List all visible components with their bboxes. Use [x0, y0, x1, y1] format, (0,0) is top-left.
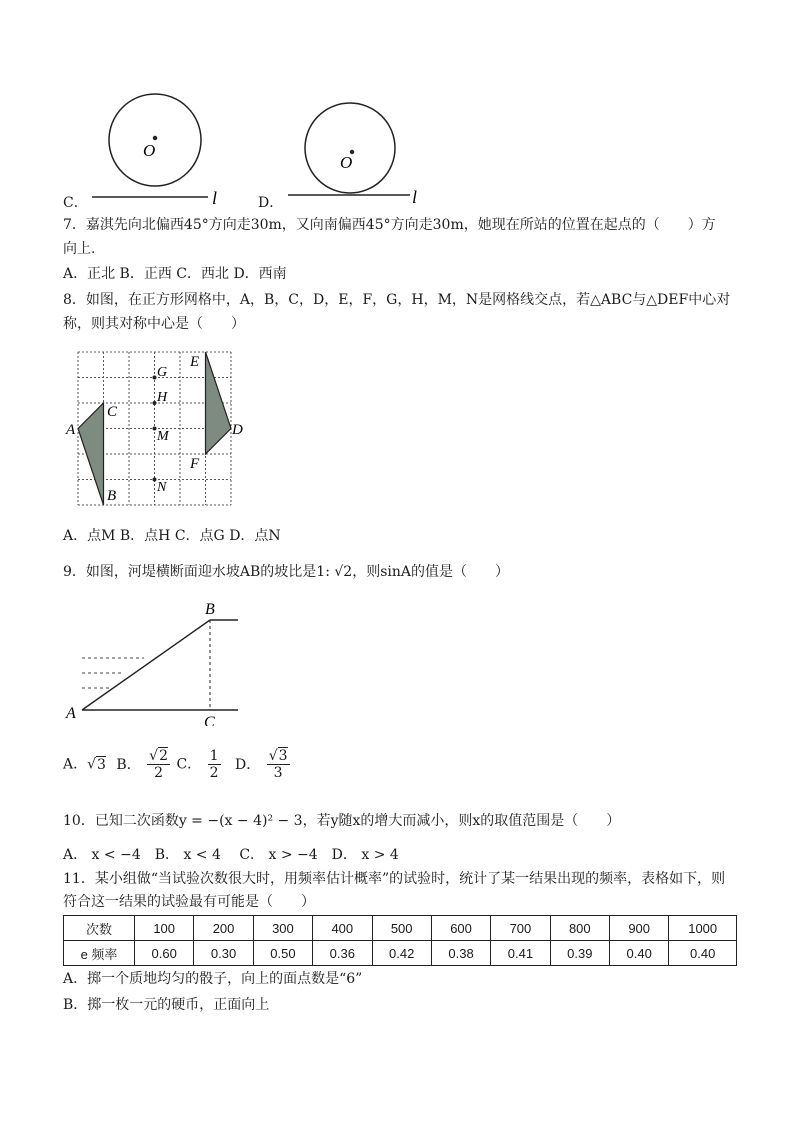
table-cell: 0.36: [313, 941, 372, 966]
table-header-counts: 次数: [64, 916, 135, 941]
q9-label-a: A: [66, 705, 76, 722]
q9-option-c-fraction: $\frac{1}{2}$: [209, 748, 219, 781]
table-row-counts: [64, 916, 737, 941]
q11-frequency-table: [63, 915, 737, 966]
q9-option-b-label: B．: [116, 756, 141, 773]
q6-figures: [0, 0, 794, 210]
q8-label-h: H: [157, 390, 168, 405]
q8-options: A．点M B．点H C．点G D．点N: [63, 528, 281, 544]
q9-option-c-label: C．: [176, 756, 202, 773]
q6-d-circle: [305, 103, 395, 193]
table-cell: 200: [194, 916, 253, 941]
table-header-frequency: e 频率: [64, 941, 135, 966]
table-cell: 0.38: [431, 941, 490, 966]
q6-d-line-label: l: [412, 187, 418, 207]
table-cell: 900: [610, 916, 669, 941]
table-row-frequency: [64, 941, 737, 966]
table-cell: 0.30: [194, 941, 253, 966]
table-cell: 600: [431, 916, 490, 941]
q10-text: 10．已知二次函数y = −(x − 4)² − 3，若y随x的增大而减小，则x的取值范围是（ ）: [63, 813, 621, 829]
table-cell: 0.39: [550, 941, 609, 966]
q9-slope-ab: [82, 620, 210, 710]
q8-label-d: D: [232, 422, 243, 438]
q8-label-b: B: [107, 488, 117, 504]
table-cell: 0.41: [491, 941, 550, 966]
table-cell: 300: [253, 916, 312, 941]
table-cell: 0.40: [610, 941, 669, 966]
table-cell: 0.60: [135, 941, 194, 966]
q8-label-m: M: [157, 429, 169, 444]
q8-text-line2: 称，则其对称中心是（ ）: [63, 316, 245, 332]
q6-c-line-label: l: [212, 188, 218, 208]
table-cell: 0.50: [253, 941, 312, 966]
q11-option-b: B．掷一枚一元的硬币，正面向上: [63, 997, 270, 1013]
table-cell: 0.42: [372, 941, 431, 966]
table-cell: 800: [550, 916, 609, 941]
q9-option-d-label: D．: [235, 756, 261, 773]
q8-text-line1: 8．如图，在正方形网格中，A，B，C，D，E，F，G，H，M，N是网格线交点，若△ABC与△DEF中心对: [63, 292, 731, 308]
q7-options: A．正北 B．正西 C．西北 D．西南: [63, 266, 287, 282]
q11-option-a: A．掷一个质地均匀的骰子，向上的面点数是“6”: [63, 971, 363, 987]
q8-label-c: C: [107, 404, 118, 420]
q8-label-g: G: [157, 365, 168, 380]
q6-d-center-label: O: [340, 153, 353, 172]
q7-text-line2: 向上.: [63, 241, 96, 257]
q9-option-d-fraction: $\frac{√3}{3}$: [268, 748, 288, 781]
table-cell: 1000: [669, 916, 737, 941]
q6-c-center-label: O: [143, 141, 156, 160]
q8-grid-figure: [60, 346, 250, 516]
q9-option-a-label: A．: [63, 756, 88, 773]
q9-label-b: B: [205, 601, 215, 618]
table-cell: 500: [372, 916, 431, 941]
q9-label-c: C: [204, 714, 215, 726]
q8-label-f: F: [190, 456, 200, 472]
q9-option-a-value: 3: [97, 756, 106, 773]
q8-label-e: E: [190, 354, 200, 370]
q7-text-line1: 7．嘉淇先向北偏西45°方向走30m，又向南偏西45°方向走30m，她现在所站的位置在起点的（ ）方: [63, 217, 716, 233]
q6-c-center-dot: [153, 136, 157, 140]
q8-label-a: A: [66, 422, 76, 438]
table-cell: 400: [313, 916, 372, 941]
q6-option-d: D．: [258, 195, 284, 211]
table-cell: 100: [135, 916, 194, 941]
q9-text: 9．如图，河堤横断面迎水坡AB的坡比是1: √2，则sinA的值是（ ）: [63, 564, 509, 580]
q11-text-line2: 符合这一结果的试验最有可能是（ ）: [63, 894, 315, 910]
q9-slope-figure: [60, 596, 260, 726]
q10-options: A． x < −4 B． x < 4 C． x > −4 D． x > 4: [63, 847, 399, 863]
q8-label-n: N: [157, 480, 167, 495]
q8-triangle-abc: [78, 403, 104, 505]
q9-options: A．√3 B． $\frac{√2}{2}$ C． $\frac{1}{2}$ D． $\frac{√3}{3}$: [63, 748, 288, 781]
q6-option-c: C．: [63, 195, 88, 211]
table-cell: 0.40: [669, 941, 737, 966]
q11-text-line1: 11．某小组做“当试验次数很大时，用频率估计概率”的试验时，统计了某一结果出现的频率，表格如下，则: [63, 871, 726, 887]
table-cell: 700: [491, 916, 550, 941]
q9-option-b-fraction: $\frac{√2}{2}$: [149, 748, 169, 781]
